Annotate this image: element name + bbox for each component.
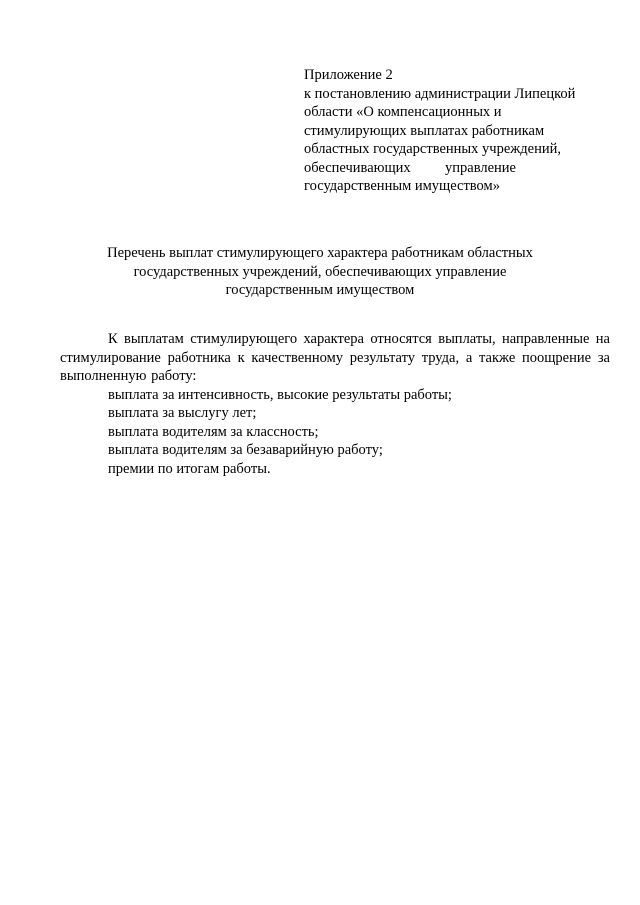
- list-item: выплата за выслугу лет;: [108, 405, 257, 421]
- appendix-word: обеспечивающих: [304, 159, 411, 176]
- intro-paragraph: К выплатам стимулирующего характера относятся выплаты, направленные на стимулирование работника к качественному результату труда, а также поощрение за выполненную работу:: [60, 331, 610, 384]
- payments-list: [60, 386, 610, 479]
- appendix-line: к постановлению администрации Липецкой: [304, 85, 576, 102]
- appendix-number: Приложение 2: [304, 67, 393, 83]
- document-title: [80, 244, 560, 300]
- list-item: выплата водителям за безаварийную работу;: [108, 442, 383, 458]
- document-body: [60, 330, 610, 478]
- list-item: премии по итогам работы.: [108, 460, 271, 477]
- list-item: выплата водителям за классность;: [108, 423, 319, 440]
- appendix-line: стимулирующих выплатах работникам: [304, 122, 545, 139]
- appendix-header: [304, 66, 589, 196]
- title-line: Перечень выплат стимулирующего характера работникам областных: [107, 245, 533, 261]
- appendix-line: областных государственных учреждений,: [304, 141, 561, 157]
- appendix-line-justified: [304, 159, 516, 178]
- title-line: государственных учреждений, обеспечивающих управление: [133, 263, 507, 280]
- appendix-line: области «О компенсационных и: [304, 104, 502, 120]
- appendix-word: управление: [445, 159, 516, 176]
- title-line: государственным имуществом: [225, 282, 415, 298]
- list-item: выплата за интенсивность, высокие результаты работы;: [108, 386, 452, 403]
- appendix-line: государственным имуществом»: [304, 178, 500, 194]
